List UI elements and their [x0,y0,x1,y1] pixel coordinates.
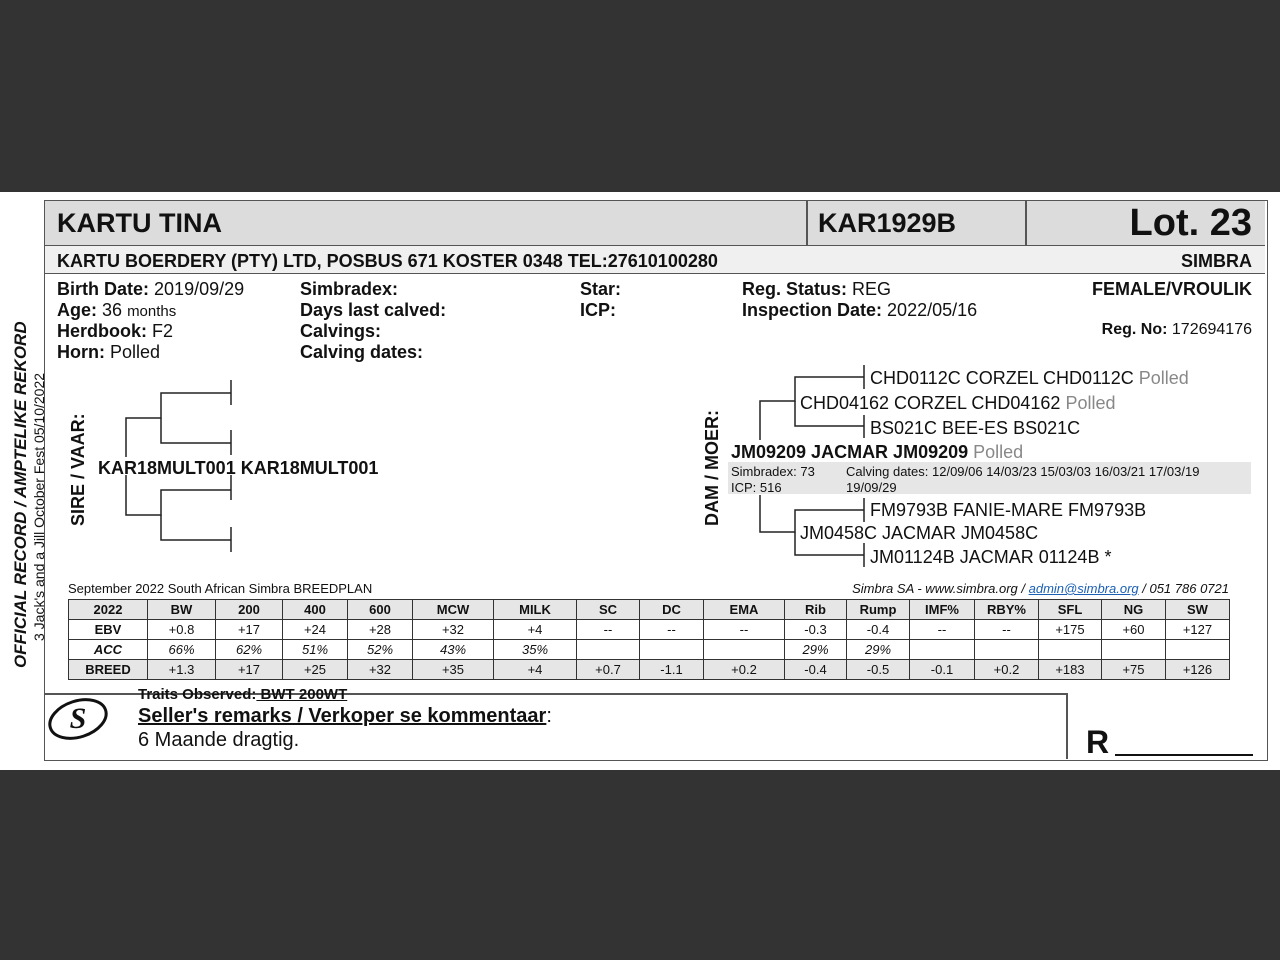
table-cell: +32 [413,620,494,640]
table-cell: BREED [69,660,148,680]
age-value: 36 [102,300,123,320]
age-unit: months [127,303,177,320]
traits-observed [138,686,347,703]
dam-sire-sire-horn: Polled [1138,368,1189,388]
herdbook [57,321,173,342]
reg-no-label: Reg. No: [1101,321,1168,338]
table-cell: IMF% [910,600,975,620]
table-cell [577,640,640,660]
table-cell [910,640,975,660]
ebv-row [69,620,1230,640]
lot-number: Lot. 23 [1129,202,1252,244]
table-cell [1039,640,1102,660]
animal-id: KAR1929B [818,208,957,238]
table-cell [704,640,785,660]
dam-calving-dates-cont: 19/09/29 [846,480,897,495]
acc-row [69,640,1230,660]
table-cell: -0.5 [847,660,910,680]
dam-sire [800,393,1116,414]
table-cell: +24 [283,620,348,640]
table-cell: 35% [494,640,577,660]
traits-label: Traits Observed: [138,686,257,703]
table-cell: +60 [1102,620,1166,640]
table-cell: +17 [216,660,283,680]
reg-no [1102,321,1252,339]
table-cell: 400 [283,600,348,620]
birth-date [57,279,244,300]
table-cell [1166,640,1230,660]
table-cell: RBY% [975,600,1039,620]
table-cell [1102,640,1166,660]
table-cell: +25 [283,660,348,680]
birth-date-value: 2019/09/29 [154,279,245,299]
reg-status-label: Reg. Status: [742,279,848,299]
table-cell: -1.1 [640,660,704,680]
header-band [45,201,1265,246]
header-divider [806,201,808,245]
ebv-table [68,599,1230,680]
table-cell: -- [640,620,704,640]
calving-dates-label: Calving dates: [300,342,424,362]
days-last-calved-label: Days last calved: [300,300,447,320]
inspection-value: 2022/05/16 [887,300,978,320]
table-cell: -- [975,620,1039,640]
horn [57,342,160,363]
dam-name-line [731,442,1023,463]
dam-calving-dates: Calving dates: 12/09/06 14/03/23 15/03/03 16/03/21 17/03/19 [846,464,1200,479]
reg-status-value: REG [852,279,892,299]
table-cell: Rump [847,600,910,620]
table-cell: +126 [1166,660,1230,680]
simbradex-label: Simbradex: [300,279,399,299]
table-cell: 200 [216,600,283,620]
price-line[interactable] [1115,754,1253,756]
table-cell: +35 [413,660,494,680]
table-cell: +0.2 [704,660,785,680]
reg-no-value: 172694176 [1171,321,1252,338]
table-cell: 43% [413,640,494,660]
table-cell: 62% [216,640,283,660]
table-cell: SFL [1039,600,1102,620]
herdbook-label: Herdbook: [57,321,147,341]
table-cell: +0.7 [577,660,640,680]
dam-label: DAM / MOER: [702,410,722,526]
breed-name: SIMBRA [1181,251,1252,271]
table-cell: +28 [348,620,413,640]
table-cell: -- [704,620,785,640]
herdbook-value: F2 [152,321,174,341]
table-cell [640,640,704,660]
table-cell: BW [148,600,216,620]
seller-remarks-text: 6 Maande dragtig. [138,729,300,751]
table-cell [975,640,1039,660]
age [57,300,176,321]
table-cell: 66% [148,640,216,660]
sex: FEMALE/VROULIK [1092,279,1252,299]
table-cell: -0.4 [785,660,847,680]
inspection-date [742,300,977,321]
table-cell: 51% [283,640,348,660]
table-cell: +183 [1039,660,1102,680]
table-cell: +4 [494,620,577,640]
table-cell: +127 [1166,620,1230,640]
table-cell: +32 [348,660,413,680]
table-cell: +1.3 [148,660,216,680]
horn-value: Polled [110,342,161,362]
table-cell: DC [640,600,704,620]
header-divider [1025,201,1027,245]
table-cell: -- [577,620,640,640]
table-cell: SW [1166,600,1230,620]
sire-name: KAR18MULT001 KAR18MULT001 [98,458,379,478]
seller-remarks-colon: : [546,705,552,727]
breedplan-title: September 2022 South African Simbra BREEDPLAN [68,581,373,596]
table-cell: Rib [785,600,847,620]
table-cell: EMA [704,600,785,620]
dam-sire-horn: Polled [1065,393,1116,413]
official-record-text: OFFICIAL RECORD / AMPTELIKE REKORD [11,321,30,668]
animal-name: KARTU TINA [57,208,222,238]
seller-remarks-heading [138,705,552,728]
breedplan-contact [852,581,1229,596]
dam-name: JM09209 JACMAR JM09209 [731,442,969,462]
contact-suffix: / 051 786 0721 [1138,581,1229,596]
table-cell: 29% [785,640,847,660]
table-cell: +0.2 [975,660,1039,680]
simbra-logo-icon [46,694,110,744]
price-box-divider [1066,693,1068,759]
table-cell: SC [577,600,640,620]
table-cell: -0.3 [785,620,847,640]
table-cell: +17 [216,620,283,640]
dam-dam-dam: JM01124B JACMAR 01124B * [870,547,1112,567]
dam-sire-dam: BS021C BEE-ES BS021C [870,418,1081,438]
table-cell: -- [910,620,975,640]
dam-simbradex: Simbradex: 73 [731,464,815,479]
dam-sire-name: CHD04162 CORZEL CHD04162 [800,393,1061,413]
dam-sire-sire [870,368,1189,389]
table-cell: NG [1102,600,1166,620]
table-cell: 600 [348,600,413,620]
calvings-label: Calvings: [300,321,382,341]
dam-icp: ICP: 516 [731,480,782,495]
dam-dam-sire: FM9793B FANIE-MARE FM9793B [870,500,1147,520]
horn-label: Horn: [57,342,105,362]
ebv-header-row [69,600,1230,620]
icp-label: ICP: [580,300,616,320]
breed-row [69,660,1230,680]
price-label: R [1086,724,1110,760]
contact-email-link[interactable]: admin@simbra.org [1028,581,1139,596]
logo-letter: S [69,702,87,735]
table-cell: -0.1 [910,660,975,680]
table-cell: EBV [69,620,148,640]
table-cell: ACC [69,640,148,660]
event-text: 3 Jack's and a Jill October Fest 05/10/2022 [31,372,47,641]
sire-label: SIRE / VAAR: [68,413,88,526]
table-cell: +175 [1039,620,1102,640]
seller-remarks-label: Seller's remarks / Verkoper se kommentaar [138,705,547,727]
inspection-label: Inspection Date: [742,300,883,320]
dam-horn: Polled [973,442,1024,462]
table-cell: MILK [494,600,577,620]
reg-status [742,279,891,300]
table-cell: 2022 [69,600,148,620]
table-cell: -0.4 [847,620,910,640]
contact-prefix: Simbra SA - www.simbra.org / [852,581,1029,596]
table-cell: 29% [847,640,910,660]
table-cell: 52% [348,640,413,660]
table-cell: +0.8 [148,620,216,640]
birth-date-label: Birth Date: [57,279,150,299]
star-label: Star: [580,279,622,299]
table-cell: +4 [494,660,577,680]
dam-sire-sire-name: CHD0112C CORZEL CHD0112C [870,368,1134,388]
age-label: Age: [57,300,97,320]
dam-dam: JM0458C JACMAR JM0458C [800,523,1039,543]
table-cell: MCW [413,600,494,620]
traits-value: BWT 200WT [256,686,348,703]
table-cell: +75 [1102,660,1166,680]
breeder-line: KARTU BOERDERY (PTY) LTD, POSBUS 671 KOSTER 0348 TEL:27610100280 [57,251,718,271]
